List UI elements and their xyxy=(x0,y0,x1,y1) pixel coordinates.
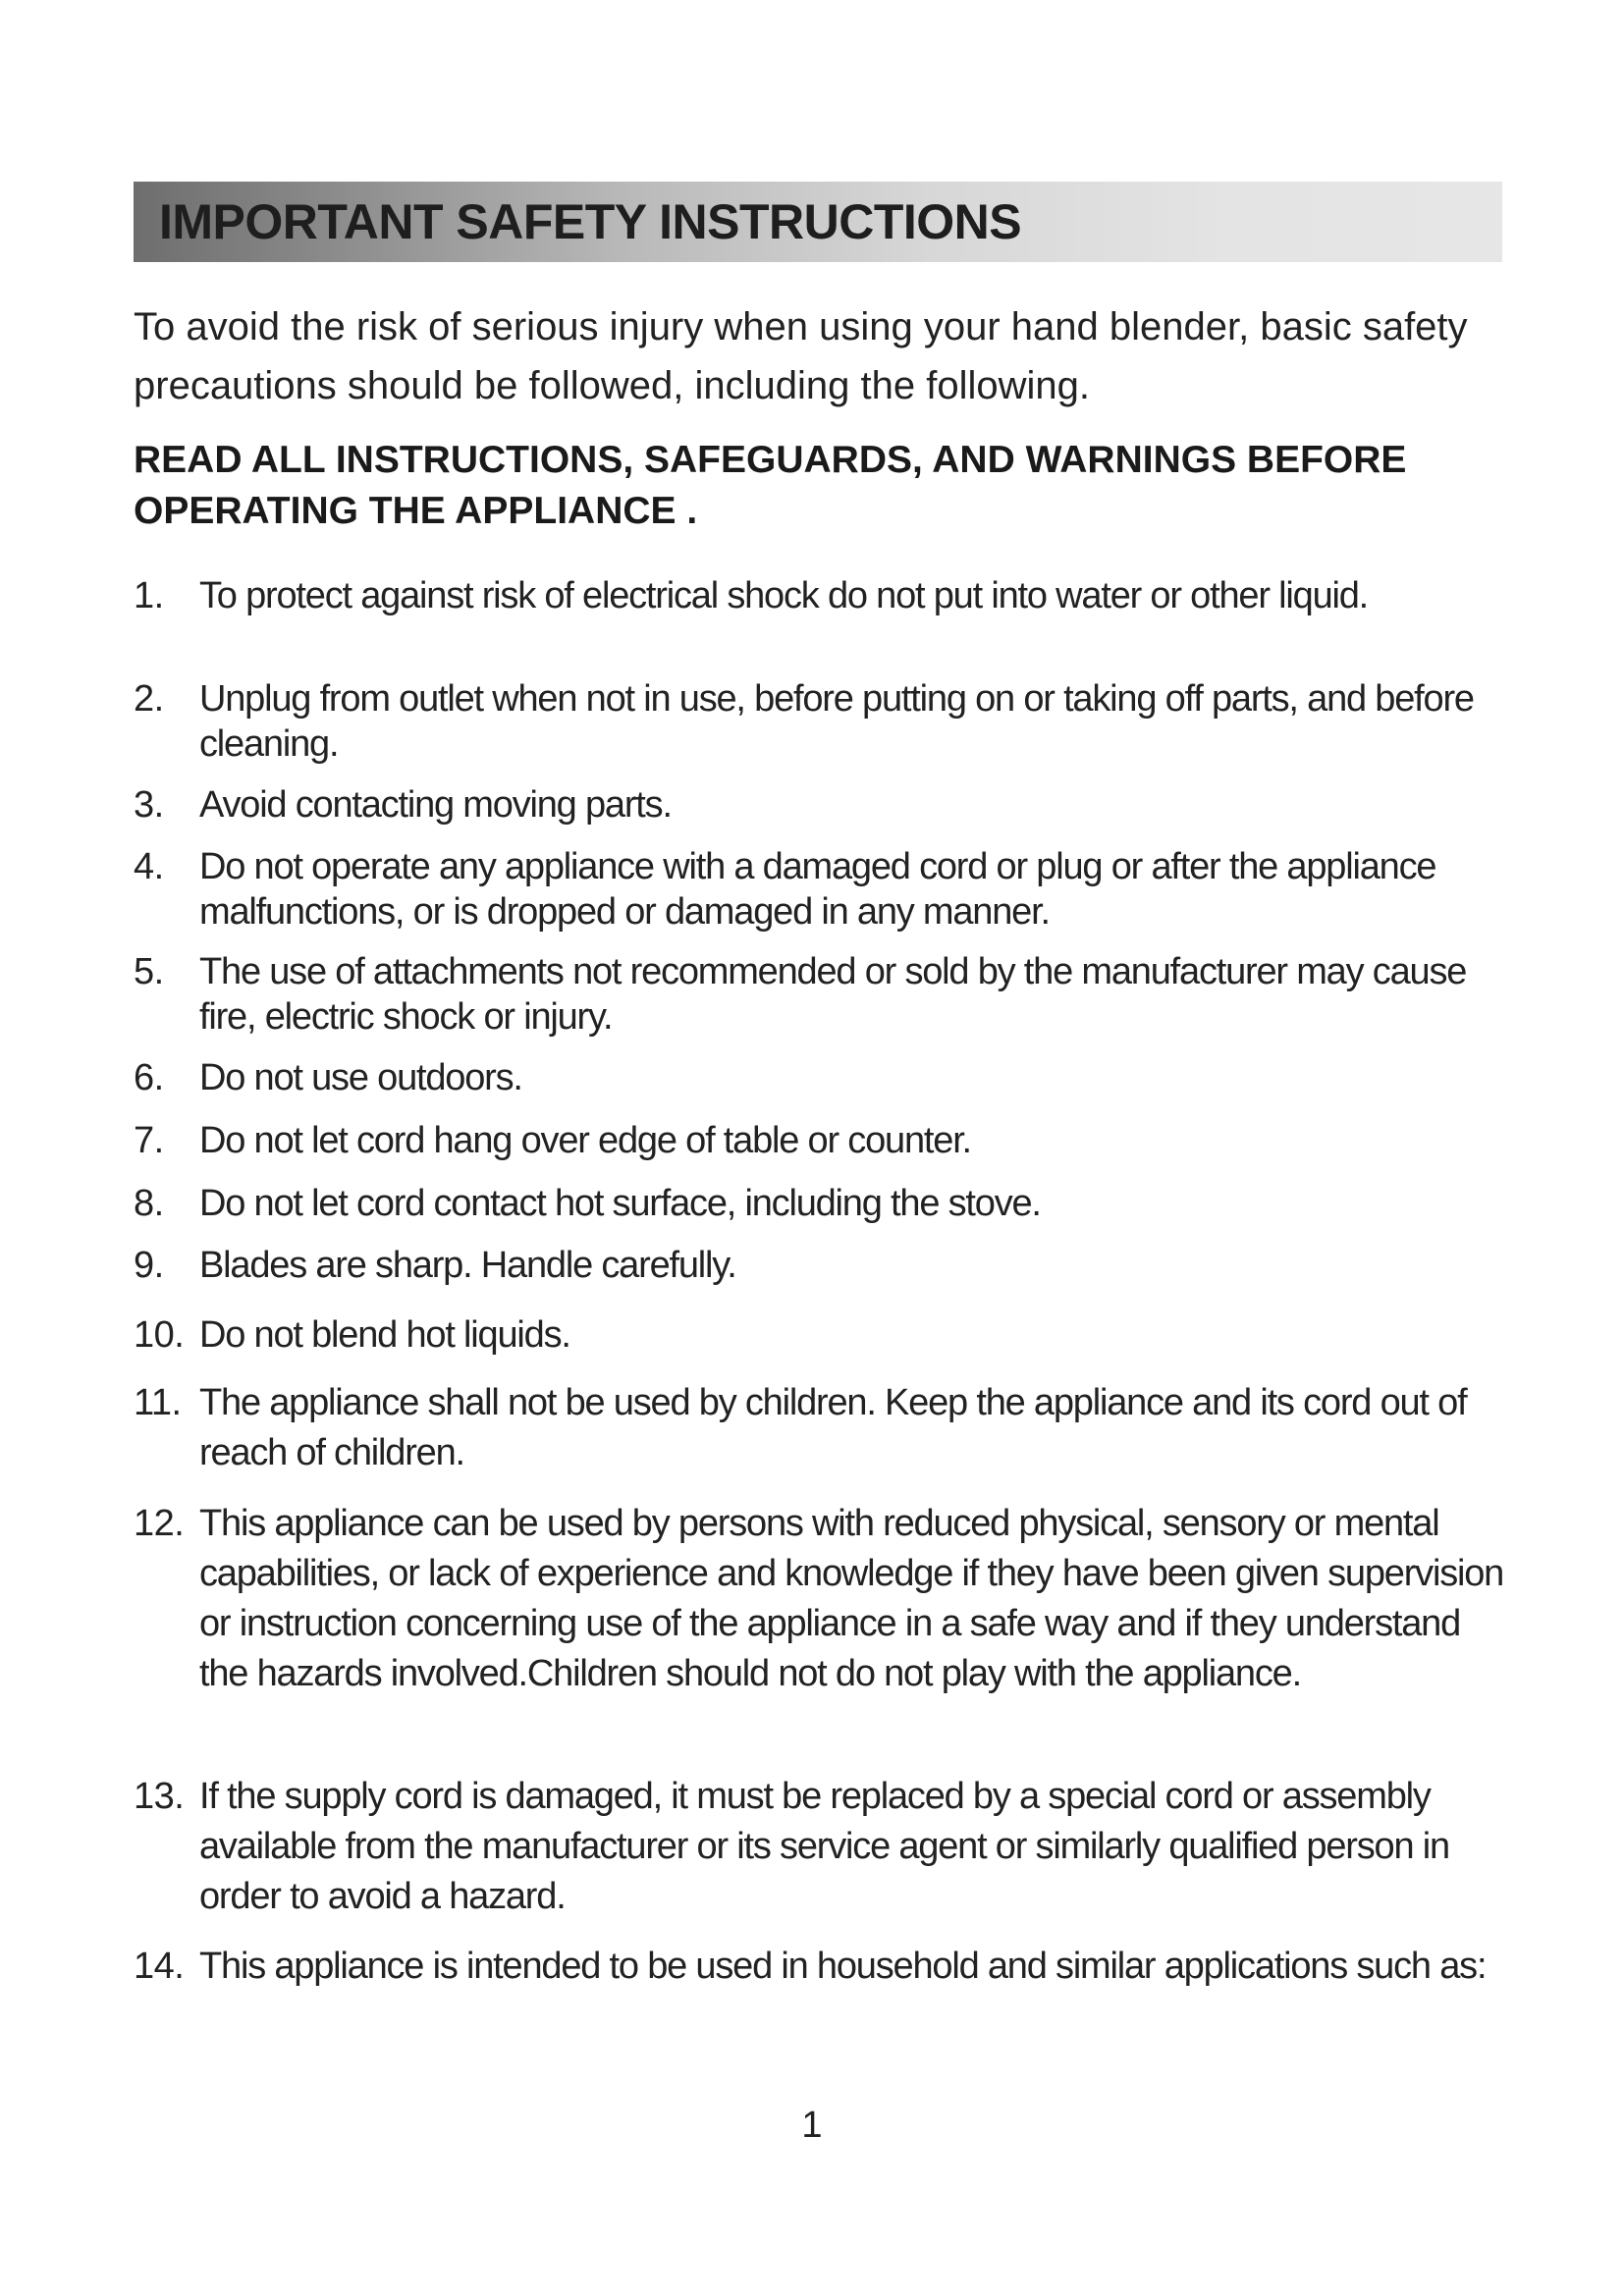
item-text: Do not blend hot liquids. xyxy=(199,1314,570,1356)
item-text: This appliance is intended to be used in household and similar applications such as: xyxy=(199,1946,1487,1987)
instruction-item-4 xyxy=(134,844,1508,934)
instruction-item-9 xyxy=(134,1243,1508,1288)
page-number: 1 xyxy=(801,2105,823,2146)
warning-heading: READ ALL INSTRUCTIONS, SAFEGUARDS, AND WARNINGS BEFORE OPERATING THE APPLIANCE . xyxy=(134,439,1407,532)
item-number: 11. xyxy=(134,1382,182,1423)
instruction-item-3 xyxy=(134,782,1508,828)
title-banner xyxy=(134,182,1502,262)
item-text: Avoid contacting moving parts. xyxy=(199,784,672,826)
instruction-item-10 xyxy=(134,1312,1508,1358)
instruction-item-5 xyxy=(134,949,1508,1040)
item-number: 4. xyxy=(134,846,164,887)
item-text: Do not let cord hang over edge of table or counter. xyxy=(199,1120,971,1161)
item-number: 2. xyxy=(134,678,164,720)
item-text: The use of attachments not recommended or sold by the manufacturer may cause fire, electric shock or injury. xyxy=(199,951,1467,1038)
instruction-item-11 xyxy=(134,1378,1508,1478)
item-number: 9. xyxy=(134,1245,164,1286)
intro-paragraph: To avoid the risk of serious injury when using your hand blender, basic safety precautions should be followed, including the following. xyxy=(134,305,1468,407)
item-number: 14. xyxy=(134,1946,185,1987)
instruction-item-7 xyxy=(134,1118,1508,1163)
item-text: Do not use outdoors. xyxy=(199,1057,522,1098)
item-text: The appliance shall not be used by children. Keep the appliance and its cord out of reach of children. xyxy=(199,1382,1467,1473)
item-number: 13. xyxy=(134,1776,185,1817)
item-text: Do not let cord contact hot surface, including the stove. xyxy=(199,1183,1041,1224)
instruction-item-12 xyxy=(134,1499,1508,1699)
item-text: This appliance can be used by persons with reduced physical, sensory or mental capabilities, or lack of experience and knowledge if they have been given supervision or instruction concerning use of the appliance in a safe way and if they understand the hazards involved.Children should not do not play with the appliance. xyxy=(199,1503,1504,1694)
instruction-item-8 xyxy=(134,1181,1508,1226)
item-number: 6. xyxy=(134,1057,164,1098)
instruction-item-14 xyxy=(134,1942,1508,1992)
item-number: 3. xyxy=(134,784,164,826)
item-number: 8. xyxy=(134,1183,164,1224)
item-text: If the supply cord is damaged, it must be replaced by a special cord or assembly available from the manufacturer or its service agent or similarly qualified person in order to avoid a hazard. xyxy=(199,1776,1449,1917)
item-number: 5. xyxy=(134,951,164,992)
page-title: IMPORTANT SAFETY INSTRUCTIONS xyxy=(159,194,1022,249)
item-text: Unplug from outlet when not in use, before putting on or taking off parts, and before cleaning. xyxy=(199,678,1474,765)
item-text: To protect against risk of electrical shock do not put into water or other liquid. xyxy=(199,575,1369,616)
item-number: 1. xyxy=(134,575,164,616)
instruction-item-6 xyxy=(134,1055,1508,1100)
item-number: 12. xyxy=(134,1503,185,1544)
item-text: Do not operate any appliance with a damaged cord or plug or after the appliance malfunctions, or is dropped or damaged in any manner. xyxy=(199,846,1436,933)
instruction-item-13 xyxy=(134,1772,1508,1922)
item-number: 10. xyxy=(134,1314,185,1356)
item-text: Blades are sharp. Handle carefully. xyxy=(199,1245,736,1286)
instruction-item-1 xyxy=(134,573,1508,618)
instruction-item-2 xyxy=(134,676,1508,767)
item-number: 7. xyxy=(134,1120,164,1161)
